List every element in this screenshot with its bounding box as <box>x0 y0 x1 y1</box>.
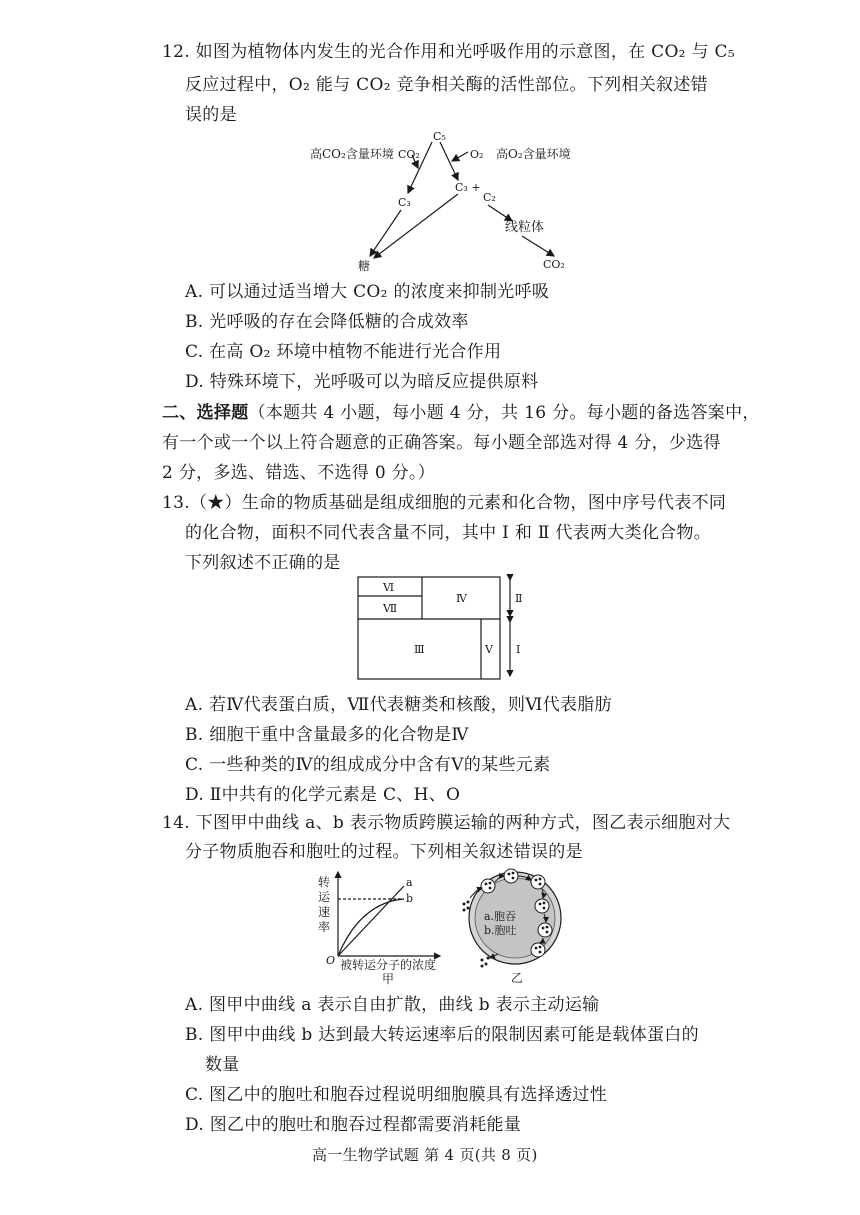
q12-stem-line-1: 12. 如图为植物体内发生的光合作用和光呼吸作用的示意图，在 CO₂ 与 C₅ <box>162 42 735 62</box>
arrow-c2-to-mitochondria <box>488 205 512 221</box>
label-ii: Ⅱ <box>515 592 523 605</box>
high-co2-env-label: 高CO₂含量环境 <box>310 147 394 161</box>
high-o2-env-label: 高O₂含量环境 <box>496 147 571 161</box>
vesicle-1 <box>481 879 495 893</box>
arrow-o2-in <box>452 152 468 161</box>
cell-yi <box>463 869 562 985</box>
q14-stem-line-2: 分子物质胞吞和胞吐的过程。下列相关叙述错误的是 <box>185 842 583 862</box>
vesicle-4 <box>535 899 549 913</box>
curve-a-label: a <box>406 876 413 889</box>
q13-option-c: C. 一些种类的Ⅳ的组成成分中含有Ⅴ的某些元素 <box>185 755 551 775</box>
vesicle-2 <box>504 869 518 883</box>
q14-option-c: C. 图乙中的胞吐和胞吞过程说明细胞膜具有选择透过性 <box>185 1085 608 1105</box>
q14-option-b: B. 图甲中曲线 b 达到最大转运速率后的限制因素可能是载体蛋白的 <box>185 1025 699 1045</box>
q13-option-d: D. Ⅱ中共有的化学元素是 C、H、O <box>185 785 461 805</box>
total-compounds-box <box>358 577 500 679</box>
q13-option-a: A. 若Ⅳ代表蛋白质，Ⅶ代表糖类和核酸，则Ⅵ代表脂肪 <box>185 695 612 715</box>
co2-out-label: CO₂ <box>543 258 565 271</box>
caption-yi: 乙 <box>511 971 524 985</box>
q12-stem-line-2: 反应过程中，O₂ 能与 CO₂ 竞争相关酶的活性部位。下列相关叙述错 <box>185 75 708 95</box>
ylabel-char-4: 率 <box>318 920 331 934</box>
vesicle-6 <box>531 943 545 957</box>
label-vii: Ⅶ <box>383 602 398 615</box>
c2-label: C₂ <box>483 191 496 204</box>
ylabel-char-1: 转 <box>318 875 331 889</box>
label-iv: Ⅳ <box>456 592 467 605</box>
section-2-intro-3: 2 分，多选、错选、不选得 0 分。） <box>162 463 436 483</box>
vesicle-5 <box>538 923 552 937</box>
c3-plus-label: C₃ + <box>455 181 481 194</box>
page-footer: 高一生物学试题 第 4 页(共 8 页) <box>312 1146 538 1164</box>
c3-left-label: C₃ <box>398 196 411 209</box>
section-2-intro-1: （本题共 4 小题，每小题 4 分，共 16 分。每小题的备选答案中， <box>248 403 760 423</box>
co2-label: CO₂ <box>398 148 420 161</box>
q13-stem-line-1: 13.（★）生命的物质基础是组成细胞的元素和化合物，图中序号代表不同 <box>162 493 727 513</box>
curve-b-line <box>338 899 404 956</box>
sugar-label: 糖 <box>358 259 371 273</box>
ylabel-char-3: 速 <box>318 905 331 919</box>
q14-option-d: D. 图乙中的胞吐和胞吞过程都需要消耗能量 <box>185 1115 522 1135</box>
curve-a-line <box>338 886 404 956</box>
q12-stem-line-3: 误的是 <box>185 105 237 125</box>
label-endocytosis: a.胞吞 <box>484 910 517 923</box>
mitochondria-label: 线粒体 <box>505 220 545 235</box>
q13-option-b: B. 细胞干重中含量最多的化合物是Ⅳ <box>185 725 469 745</box>
graph-jia <box>318 872 440 986</box>
compound-area-diagram <box>352 574 542 682</box>
q14-option-a: A. 图甲中曲线 a 表示自由扩散，曲线 b 表示主动运输 <box>185 995 600 1015</box>
q14-stem-line-1: 14. 下图甲中曲线 a、b 表示物质跨膜运输的两种方式，图乙表示细胞对大 <box>162 813 731 833</box>
q12-option-c: C. 在高 O₂ 环境中植物不能进行光合作用 <box>185 342 502 362</box>
section-2-intro-2: 有一个或一个以上符合题意的正确答案。每小题全部选对得 4 分，少选得 <box>162 433 721 453</box>
curve-b-label: b <box>406 892 414 905</box>
q12-option-b: B. 光呼吸的存在会降低糖的合成效率 <box>185 312 469 332</box>
q13-stem-line-2: 的化合物，面积不同代表含量不同，其中 Ⅰ 和 Ⅱ 代表两大类化合物。 <box>185 523 712 543</box>
arrow-mitochondria-to-co2 <box>522 236 554 256</box>
caption-jia: 甲 <box>382 972 395 986</box>
label-vi: Ⅵ <box>383 581 395 594</box>
section-2-title: 二、选择题 <box>162 403 249 423</box>
arrow-c3-plus-to-sugar <box>374 194 458 258</box>
c5-label: C₅ <box>433 130 446 143</box>
section-2-heading <box>162 402 760 424</box>
label-exocytosis: b.胞吐 <box>484 924 517 937</box>
xlabel: 被转运分子的浓度 <box>340 958 437 972</box>
q14-option-b-cont: 数量 <box>205 1055 240 1075</box>
transport-diagram <box>310 868 580 986</box>
origin-label: O <box>326 954 336 967</box>
ylabel-char-2: 运 <box>318 890 331 904</box>
q12-option-d: D. 特殊环境下，光呼吸可以为暗反应提供原料 <box>185 372 539 392</box>
label-i: Ⅰ <box>516 643 521 656</box>
q12-option-a: A. 可以通过适当增大 CO₂ 的浓度来抑制光呼吸 <box>185 282 550 302</box>
label-v: Ⅴ <box>485 643 493 656</box>
q13-stem-line-3: 下列叙述不正确的是 <box>185 553 341 573</box>
label-iii: Ⅲ <box>414 643 425 656</box>
o2-label: O₂ <box>470 148 484 161</box>
vesicle-3 <box>531 875 545 889</box>
photorespiration-diagram <box>300 128 590 276</box>
arrow-c5-to-c3-plus <box>440 142 458 180</box>
